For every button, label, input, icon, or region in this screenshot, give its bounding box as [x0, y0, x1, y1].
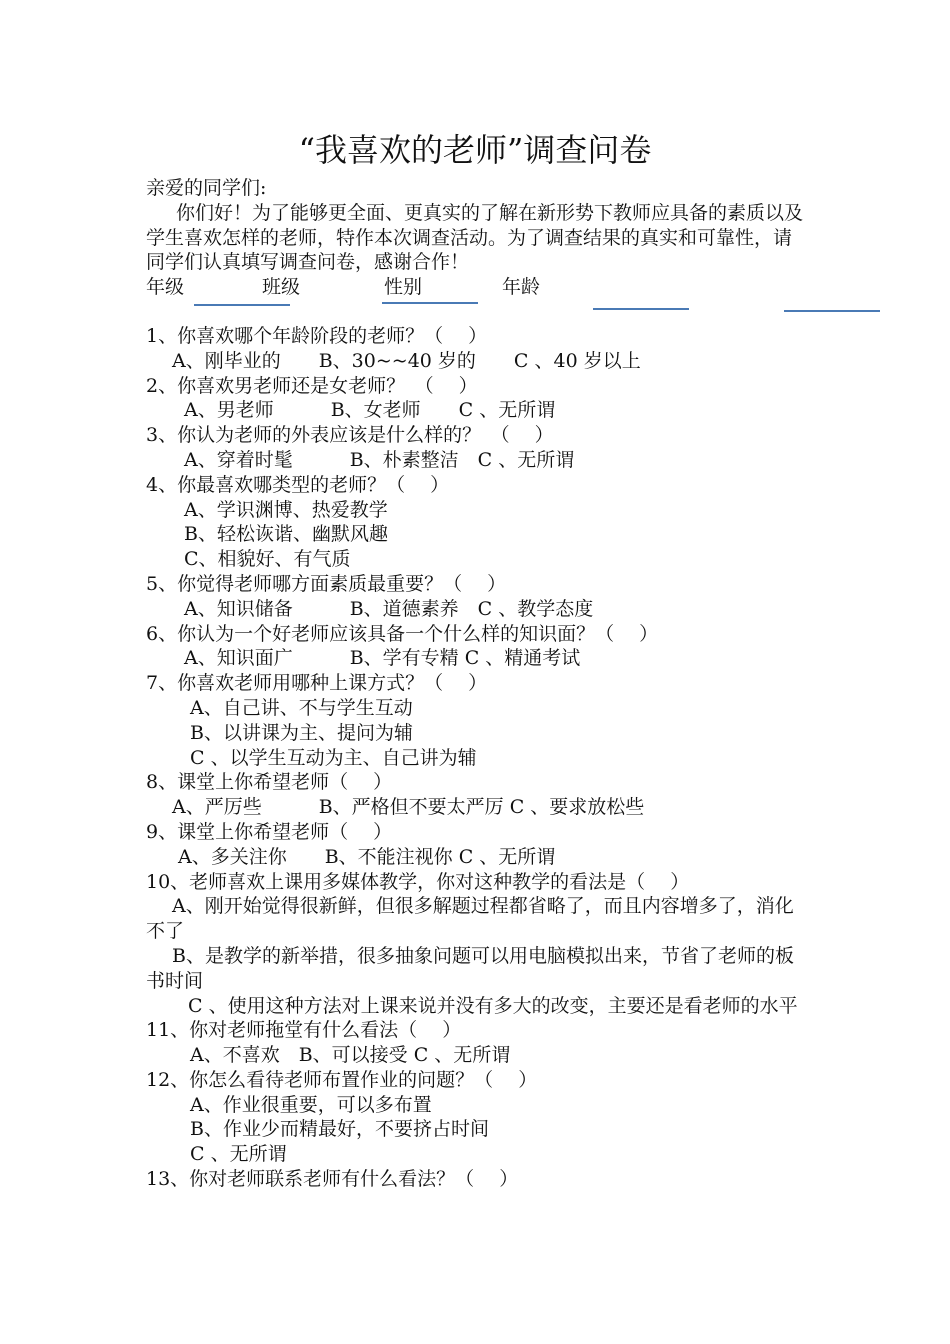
q1: [146, 324, 808, 374]
option-line: C 、无所谓: [190, 1143, 287, 1166]
option-line: A、不喜欢 B、可以接受 C 、无所谓: [190, 1044, 511, 1067]
gender-blank[interactable]: [593, 308, 689, 310]
option-line: B、以讲课为主、提问为辅: [190, 721, 413, 744]
option-paragraph: C 、使用这种方法对上课来说并没有多大的改变，主要还是看老师的水平: [188, 994, 798, 1017]
q7: [146, 671, 808, 770]
q2: [146, 374, 808, 424]
info-fields-row: [146, 275, 808, 300]
survey-body: [146, 176, 808, 1192]
question-text: 11、你对老师拖堂有什么看法（ ）: [146, 1019, 462, 1042]
option-line: A、穿着时髦 B、朴素整洁 C 、无所谓: [184, 448, 575, 471]
option-line: A、多关注你 B、不能注视你 C 、无所谓: [178, 845, 556, 868]
option-line: B、轻松诙谐、幽默风趣: [184, 523, 388, 546]
option-line: A、严厉些 B、严格但不要太严厉 C 、要求放松些: [172, 796, 645, 819]
q3: [146, 423, 808, 473]
question-text: 8、课堂上你希望老师（ ）: [146, 771, 393, 794]
option-line: C 、以学生互动为主、自己讲为辅: [190, 746, 477, 769]
option-line: B、作业少而精最好，不要挤占时间: [190, 1118, 489, 1141]
question-text: 13、你对老师联系老师有什么看法？（ ）: [146, 1168, 519, 1191]
survey-title: “我喜欢的老师”调查问卷: [298, 131, 652, 169]
intro-paragraph: 你们好！为了能够更全面、更真实的了解在新形势下教师应具备的素质以及学生喜欢怎样的老师，特作本次调查活动。为了调查结果的真实和可靠性，请同学们认真填写调查问卷，感谢合作！: [146, 201, 804, 274]
option-line: A、刚毕业的 B、30~~40 岁的 C 、40 岁以上: [172, 349, 641, 372]
question-text: 6、你认为一个好老师应该具备一个什么样的知识面？（ ）: [146, 622, 659, 645]
option-line: A、自己讲、不与学生互动: [190, 696, 413, 719]
q9: [146, 820, 808, 870]
q10: [146, 870, 808, 1019]
grade-label: 年级: [146, 276, 185, 299]
q4: [146, 473, 808, 572]
option-line: A、作业很重要，可以多布置: [190, 1093, 432, 1116]
q5: [146, 572, 808, 622]
option-line: A、男老师 B、女老师 C 、无所谓: [184, 399, 556, 422]
question-text: 10、老师喜欢上课用多媒体教学，你对这种教学的看法是（ ）: [146, 870, 690, 893]
question-text: 3、你认为老师的外表应该是什么样的？ （ ）: [146, 424, 554, 447]
class-blank[interactable]: [382, 302, 478, 304]
age-label: 年龄: [502, 276, 541, 299]
q11: [146, 1018, 808, 1068]
option-line: A、学识渊博、热爱教学: [184, 498, 388, 521]
option-line: A、知识储备 B、道德素养 C 、教学态度: [184, 597, 594, 620]
q12: [146, 1068, 808, 1167]
q6: [146, 622, 808, 672]
q8: [146, 770, 808, 820]
question-text: 12、你怎么看待老师布置作业的问题？（ ）: [146, 1068, 538, 1091]
question-text: 1、你喜欢哪个年龄阶段的老师？（ ）: [146, 324, 488, 347]
option-line: A、知识面广 B、学有专精 C 、精通考试: [184, 647, 581, 670]
q13: [146, 1167, 808, 1192]
option-paragraph: A、刚开始觉得很新鲜，但很多解题过程都省略了，而且内容增多了，消化不了: [146, 895, 794, 943]
question-text: 7、你喜欢老师用哪种上课方式？（ ）: [146, 672, 488, 695]
question-text: 9、课堂上你希望老师（ ）: [146, 820, 393, 843]
option-paragraph: B、是教学的新举措，很多抽象问题可以用电脑模拟出来，节省了老师的板书时间: [146, 944, 794, 992]
gender-label: 性别: [384, 276, 423, 299]
age-blank[interactable]: [784, 310, 880, 312]
class-label: 班级: [262, 276, 301, 299]
question-text: 5、你觉得老师哪方面素质最重要？（ ）: [146, 572, 507, 595]
option-line: C、相貌好、有气质: [184, 548, 351, 571]
grade-blank[interactable]: [194, 304, 290, 306]
question-text: 4、你最喜欢哪类型的老师？（ ）: [146, 473, 450, 496]
question-text: 2、你喜欢男老师还是女老师？ （ ）: [146, 374, 478, 397]
greeting: 亲爱的同学们:: [146, 177, 267, 199]
